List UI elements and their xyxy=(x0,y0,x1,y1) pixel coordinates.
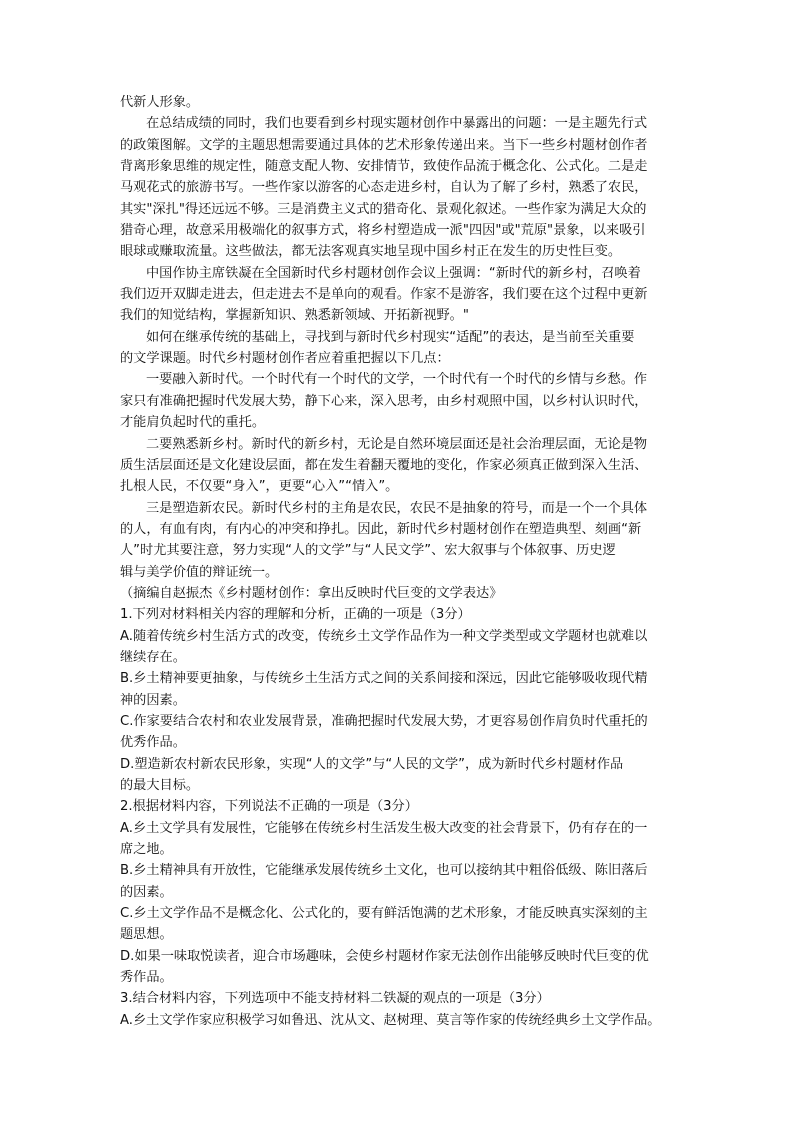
text-line: 二要熟悉新乡村。新时代的新乡村，无论是自然环境层面还是社会治理层面，无论是物 xyxy=(146,436,648,452)
text-line: B.乡土精神具有开放性，它能继承发展传统乡土文化，也可以接纳其中粗俗低级、陈旧落后 xyxy=(120,863,648,879)
text-line: 1.下列对材料相关内容的理解和分析，正确的一项是（3分） xyxy=(120,607,471,623)
text-line: 继续存在。 xyxy=(120,649,186,665)
text-line: 在总结成绩的同时，我们也要看到乡村现实题材创作中暴露出的问题：一是主题先行式 xyxy=(146,116,648,132)
text-line: A.随着传统乡村生活方式的改变，传统乡土文学作品作为一种文学类型或文学题材也就难以 xyxy=(120,628,648,644)
text-line: 如何在继承传统的基础上，寻找到与新时代乡村现实“适配”的表达，是当前至关重要 xyxy=(146,329,635,345)
text-line: 其实"深扎"得还远远不够。三是消费主义式的猎奇化、景观化叙述。一些作家为满足大众的 xyxy=(120,201,647,217)
text-line: D.塑造新农村新农民形象，实现“人的文学”与“人民的文学”，成为新时代乡村题材作品 xyxy=(120,756,624,772)
text-line: 题思想。 xyxy=(120,927,173,943)
text-line: A.乡土文学具有发展性，它能够在传统乡村生活发生极大改变的社会背景下，仍有存在的一 xyxy=(120,820,648,836)
document-page xyxy=(120,92,682,1031)
text-line: 中国作协主席铁凝在全国新时代乡村题材创作会议上强调：“新时代的新乡村，召唤着 xyxy=(146,265,641,281)
text-line: C.乡土文学作品不是概念化、公式化的，要有鲜活饱满的艺术形象，才能反映真实深刻的主 xyxy=(120,906,648,922)
text-line: 辑与美学价值的辩证统一。 xyxy=(120,564,279,580)
text-line: 猎奇心理，故意采用极端化的叙事方式，将乡村塑造成一派"四因"或"荒原"景象，以来吸引 xyxy=(120,223,646,239)
text-line: 背离形象思维的规定性，随意支配人物、安排情节，致使作品流于概念化、公式化。二是走 xyxy=(120,159,648,175)
text-line: 的政策图解。文学的主题思想需要通过具体的艺术形象传递出来。当下一些乡村题材创作者 xyxy=(120,137,648,153)
text-line: 2.根据材料内容，下列说法不正确的一项是（3分） xyxy=(120,799,418,815)
text-line: 我们迈开双脚走进去，但走进去不是单向的观看。作家不是游客，我们要在这个过程中更新 xyxy=(120,287,648,303)
text-line: D.如果一味取悦读者，迎合市场趣味，会使乡村题材作家无法创作出能够反映时代巨变的优 xyxy=(120,948,649,964)
text-line: 质生活层面还是文化建设层面，都在发生着翻天覆地的变化，作家必须真正做到深入生活、 xyxy=(120,457,648,473)
text-line: 3.结合材料内容，下列选项中不能支持材料二铁凝的观点的一项是（3分） xyxy=(120,991,550,1007)
text-line: 神的因素。 xyxy=(120,692,186,708)
text-line: 的人，有血有肉，有内心的冲突和挣扎。因此，新时代乡村题材创作在塑造典型、刻画“新 xyxy=(120,521,642,537)
text-line: A.乡土文学作家应积极学习如鲁迅、沈从文、赵树理、莫言等作家的传统经典乡土文学作品。 xyxy=(120,1012,661,1028)
text-line: 扎根人民，不仅要“身入”，更要“心入”“情入”。 xyxy=(120,479,399,495)
text-line: 席之地。 xyxy=(120,842,173,858)
text-line: 优秀作品。 xyxy=(120,735,186,751)
text-line: 人”时尤其要注意，努力实现“人的文学”与“人民文学”、宏大叙事与个体叙事、历史逻 xyxy=(120,543,616,559)
text-line: 家只有准确把握时代发展大势，静下心来，深入思考，由乡村观照中国，以乡村认识时代， xyxy=(120,393,648,409)
text-line: 一要融入新时代。一个时代有一个时代的文学，一个时代有一个时代的乡情与乡愁。作 xyxy=(146,372,648,388)
text-line: 眼球或赚取流量。这些做法，都无法客观真实地呈现中国乡村正在发生的历史性巨变。 xyxy=(120,244,622,260)
text-line: 的最大目标。 xyxy=(120,778,200,793)
text-line: 我们的知觉结构，掌握新知识、熟悉新领域、开拓新视野。" xyxy=(120,308,469,324)
text-line: 的因素。 xyxy=(120,884,173,900)
text-line: 的文学课题。时代乡村题材创作者应着重把握以下几点： xyxy=(120,351,450,367)
text-line: （摘编自赵振杰《乡村题材创作：拿出反映时代巨变的文学表达》 xyxy=(120,585,503,601)
text-line: 代新人形象。 xyxy=(120,95,200,110)
text-line: 才能肩负起时代的重托。 xyxy=(120,415,266,431)
text-line: 马观花式的旅游书写。一些作家以游客的心态走进乡村，自认为了解了乡村，熟悉了农民， xyxy=(120,180,648,196)
text-line: 三是塑造新农民。新时代乡村的主角是农民，农民不是抽象的符号，而是一个一个具体 xyxy=(146,500,648,516)
text-line: 秀作品。 xyxy=(120,970,173,986)
text-line: C.作家要结合农村和农业发展背景，准确把握时代发展大势，才更容易创作肩负时代重托的 xyxy=(120,713,648,729)
text-line: B.乡土精神要更抽象，与传统乡土生活方式之间的关系间接和深远，因此它能够吸收现代精 xyxy=(120,671,648,687)
